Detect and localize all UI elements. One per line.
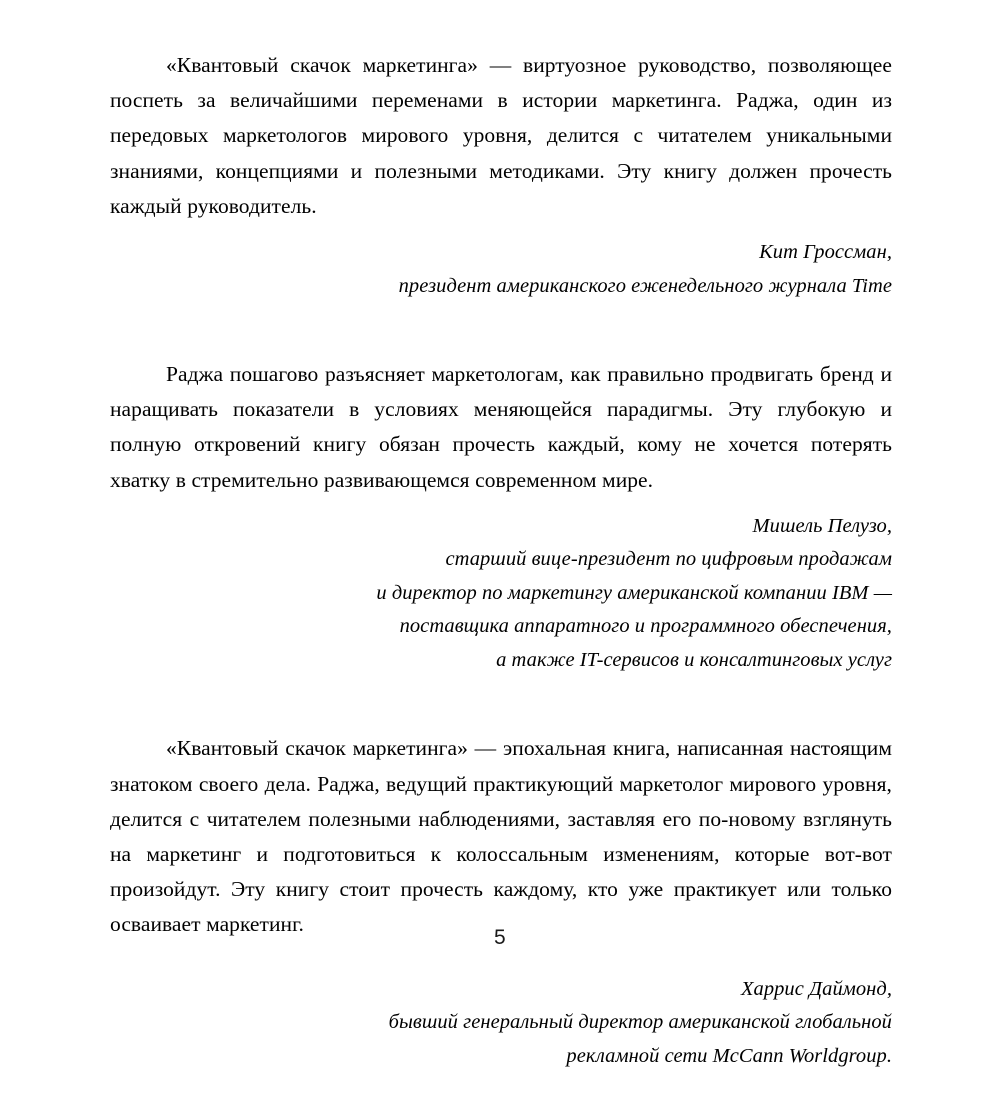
- attribution-line-title: старший вице-президент по цифровым продажам: [445, 548, 892, 571]
- attribution-line-title: а также IT-сервисов и консалтинговых услуг: [496, 648, 892, 671]
- page-number: 5: [494, 926, 506, 949]
- spacer: [110, 224, 892, 236]
- testimonial-attribution: [110, 510, 892, 678]
- attribution-line-title: и директор по маркетингу американской компании IBM —: [376, 581, 892, 604]
- spacer: [110, 329, 892, 357]
- attribution-line-name: Харрис Даймонд,: [740, 977, 892, 1000]
- testimonial-block: [110, 357, 892, 677]
- testimonial-block: [110, 48, 892, 303]
- attribution-line-name: Кит Гроссман,: [759, 241, 892, 264]
- spacer: [110, 498, 892, 510]
- testimonial-quote: «Квантовый скачок маркетинга» — виртуозное руководство, позволяющее поспеть за величайшими переменами в истории маркетинга. Раджа, один из передовых маркетологов мирового уровня, делится с читателем уникальными знаниями, концепциями и полезными методиками. Эту книгу должен прочесть каждый руководитель.: [110, 53, 892, 218]
- testimonial-quote: Раджа пошагово разъясняет маркетологам, как правильно продвигать бренд и наращивать показатели в условиях меняющейся парадигмы. Эту глубокую и полную откровений книгу обязан прочесть каждый, кому не хочется потерять хватку в стремительно развивающемся современном мире.: [110, 362, 892, 492]
- attribution-line-name: Мишель Пелузо,: [752, 514, 892, 537]
- attribution-line-title: поставщика аппаратного и программного обеспечения,: [399, 615, 892, 638]
- testimonial-block: [110, 731, 892, 1073]
- testimonial-attribution: [110, 973, 892, 1074]
- testimonial-quote: «Квантовый скачок маркетинга» — эпохальная книга, написанная настоящим знатоком своего дела. Раджа, ведущий практикующий маркетолог мирового уровня, делится с читателем полезными наблюдениями, заставляя его по-новому взглянуть на маркетинг и подготовиться к колоссальным изменениям, которые вот-вот произойдут. Эту книгу стоит прочесть каждому, кто уже практикует или только осваивает маркетинг.: [110, 736, 892, 937]
- attribution-line-title: рекламной сети McCann Worldgroup.: [566, 1044, 892, 1067]
- attribution-line-title: бывший генеральный директор американской глобальной: [388, 1011, 892, 1034]
- attribution-line-title: президент американского еженедельного журнала Time: [398, 274, 892, 297]
- spacer: [110, 703, 892, 731]
- testimonial-attribution: [110, 236, 892, 303]
